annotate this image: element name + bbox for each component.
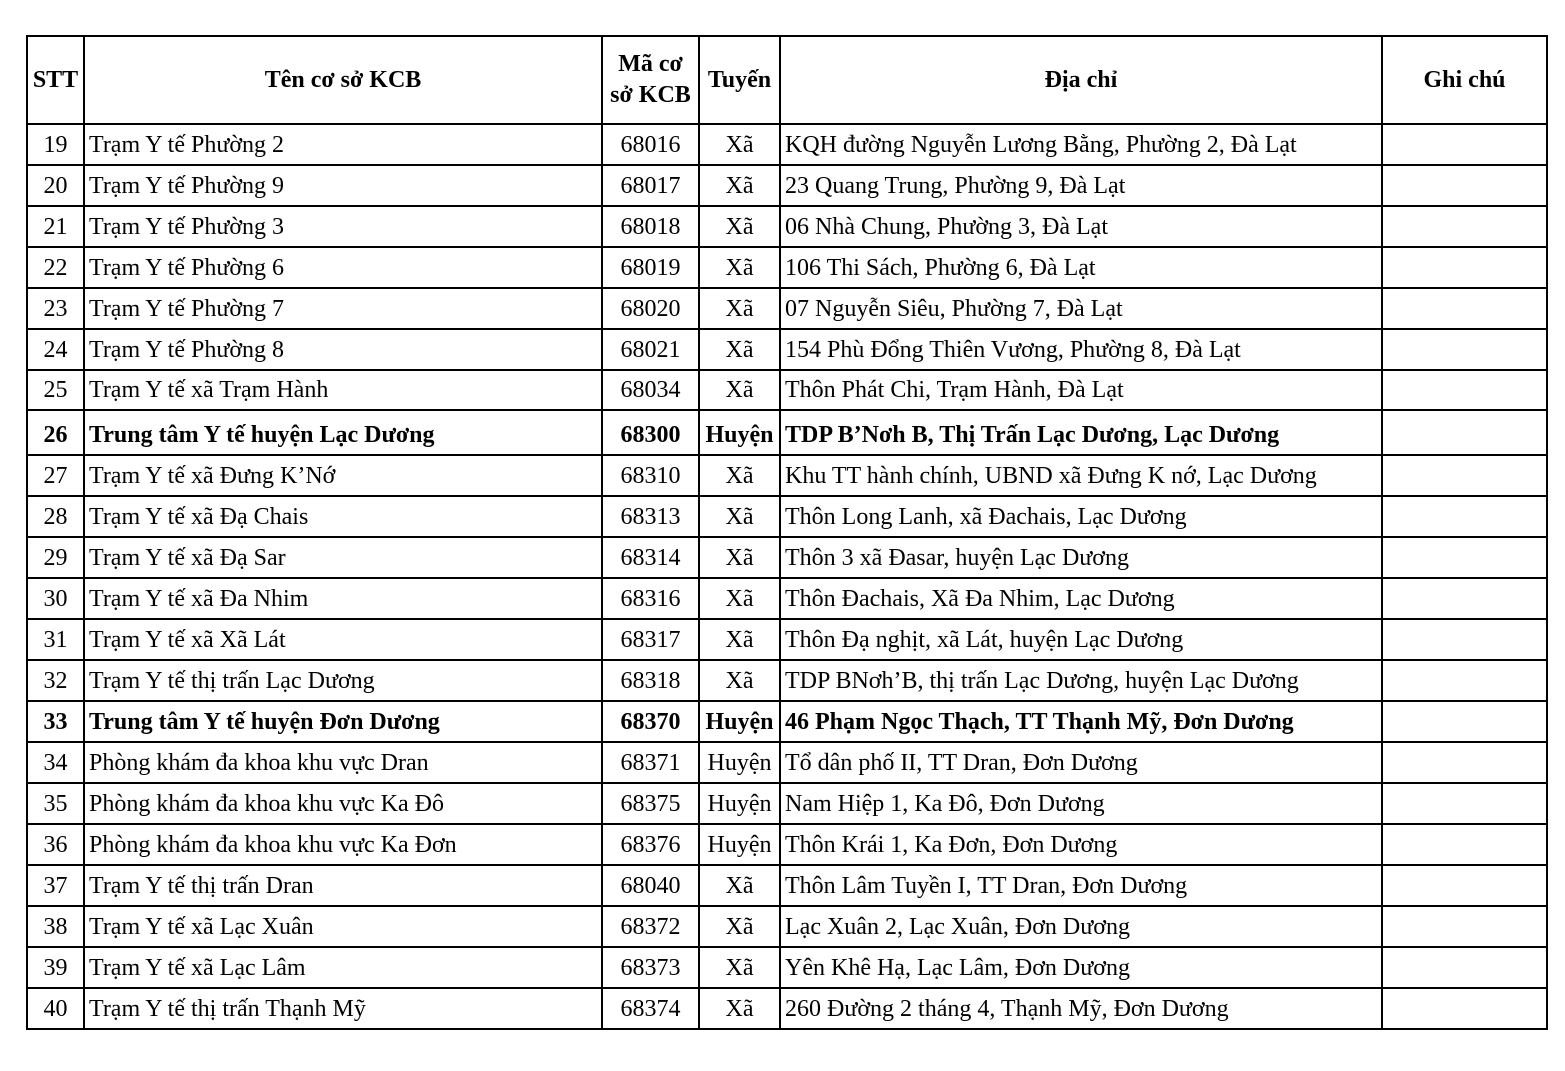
cell-facility-name: Trạm Y tế xã Đa Nhim bbox=[84, 578, 602, 619]
header-notes: Ghi chú bbox=[1382, 36, 1547, 124]
header-row bbox=[27, 36, 1547, 124]
cell-level: Xã bbox=[699, 124, 780, 165]
cell-facility-code: 68316 bbox=[602, 578, 699, 619]
cell-notes bbox=[1382, 578, 1547, 619]
cell-address: Thôn 3 xã Đasar, huyện Lạc Dương bbox=[780, 537, 1382, 578]
cell-level: Xã bbox=[699, 537, 780, 578]
table-row bbox=[27, 537, 1547, 578]
cell-notes bbox=[1382, 783, 1547, 824]
cell-facility-code: 68021 bbox=[602, 329, 699, 370]
cell-address: 46 Phạm Ngọc Thạch, TT Thạnh Mỹ, Đơn Dương bbox=[780, 701, 1382, 742]
header-facility-name: Tên cơ sở KCB bbox=[84, 36, 602, 124]
cell-address: 106 Thi Sách, Phường 6, Đà Lạt bbox=[780, 247, 1382, 288]
table-row bbox=[27, 247, 1547, 288]
cell-facility-name: Trạm Y tế xã Đạ Sar bbox=[84, 537, 602, 578]
cell-notes bbox=[1382, 124, 1547, 165]
cell-notes bbox=[1382, 947, 1547, 988]
cell-facility-code: 68375 bbox=[602, 783, 699, 824]
cell-notes bbox=[1382, 410, 1547, 455]
cell-facility-code: 68371 bbox=[602, 742, 699, 783]
cell-stt: 28 bbox=[27, 496, 84, 537]
header-facility-code bbox=[602, 36, 699, 124]
cell-stt: 25 bbox=[27, 370, 84, 410]
cell-facility-name: Trạm Y tế xã Đưng K’Nớ bbox=[84, 455, 602, 496]
cell-notes bbox=[1382, 329, 1547, 370]
cell-notes bbox=[1382, 537, 1547, 578]
cell-address: Thôn Lâm Tuyền I, TT Dran, Đơn Dương bbox=[780, 865, 1382, 906]
table-row bbox=[27, 865, 1547, 906]
cell-stt: 40 bbox=[27, 988, 84, 1029]
table-row bbox=[27, 496, 1547, 537]
cell-notes bbox=[1382, 865, 1547, 906]
table-row bbox=[27, 660, 1547, 701]
cell-address: Khu TT hành chính, UBND xã Đưng K nớ, Lạc Dương bbox=[780, 455, 1382, 496]
cell-stt: 35 bbox=[27, 783, 84, 824]
cell-facility-name: Trạm Y tế Phường 8 bbox=[84, 329, 602, 370]
table-row bbox=[27, 701, 1547, 742]
cell-facility-code: 68370 bbox=[602, 701, 699, 742]
cell-notes bbox=[1382, 824, 1547, 865]
cell-address: TDP BNơh’B, thị trấn Lạc Dương, huyện Lạc Dương bbox=[780, 660, 1382, 701]
cell-facility-code: 68019 bbox=[602, 247, 699, 288]
cell-notes bbox=[1382, 455, 1547, 496]
cell-address: 23 Quang Trung, Phường 9, Đà Lạt bbox=[780, 165, 1382, 206]
cell-stt: 38 bbox=[27, 906, 84, 947]
cell-stt: 23 bbox=[27, 288, 84, 329]
header-code-line1: Mã cơ bbox=[618, 51, 683, 77]
cell-facility-code: 68020 bbox=[602, 288, 699, 329]
cell-notes bbox=[1382, 247, 1547, 288]
cell-address: Thôn Krái 1, Ka Đơn, Đơn Dương bbox=[780, 824, 1382, 865]
cell-level: Xã bbox=[699, 906, 780, 947]
cell-facility-code: 68314 bbox=[602, 537, 699, 578]
cell-facility-name: Trạm Y tế xã Trạm Hành bbox=[84, 370, 602, 410]
cell-level: Xã bbox=[699, 578, 780, 619]
cell-level: Xã bbox=[699, 206, 780, 247]
cell-facility-code: 68318 bbox=[602, 660, 699, 701]
cell-facility-code: 68374 bbox=[602, 988, 699, 1029]
cell-notes bbox=[1382, 701, 1547, 742]
cell-stt: 32 bbox=[27, 660, 84, 701]
cell-address: Tổ dân phố II, TT Dran, Đơn Dương bbox=[780, 742, 1382, 783]
cell-stt: 26 bbox=[27, 410, 84, 455]
cell-level: Xã bbox=[699, 329, 780, 370]
cell-notes bbox=[1382, 206, 1547, 247]
cell-facility-code: 68313 bbox=[602, 496, 699, 537]
table-row bbox=[27, 742, 1547, 783]
cell-stt: 27 bbox=[27, 455, 84, 496]
table-row bbox=[27, 455, 1547, 496]
cell-address: Yên Khê Hạ, Lạc Lâm, Đơn Dương bbox=[780, 947, 1382, 988]
cell-facility-code: 68016 bbox=[602, 124, 699, 165]
header-stt: STT bbox=[27, 36, 84, 124]
cell-facility-name: Phòng khám đa khoa khu vực Ka Đơn bbox=[84, 824, 602, 865]
cell-notes bbox=[1382, 370, 1547, 410]
cell-facility-name: Trạm Y tế xã Lạc Xuân bbox=[84, 906, 602, 947]
cell-address: Nam Hiệp 1, Ka Đô, Đơn Dương bbox=[780, 783, 1382, 824]
cell-facility-name: Trạm Y tế Phường 2 bbox=[84, 124, 602, 165]
cell-facility-code: 68373 bbox=[602, 947, 699, 988]
cell-address: Thôn Long Lanh, xã Đachais, Lạc Dương bbox=[780, 496, 1382, 537]
table-row bbox=[27, 619, 1547, 660]
cell-level: Xã bbox=[699, 288, 780, 329]
cell-level: Xã bbox=[699, 619, 780, 660]
cell-level: Xã bbox=[699, 660, 780, 701]
cell-notes bbox=[1382, 619, 1547, 660]
cell-level: Huyện bbox=[699, 410, 780, 455]
cell-stt: 30 bbox=[27, 578, 84, 619]
cell-facility-code: 68310 bbox=[602, 455, 699, 496]
table-row bbox=[27, 947, 1547, 988]
cell-facility-code: 68372 bbox=[602, 906, 699, 947]
cell-facility-code: 68017 bbox=[602, 165, 699, 206]
cell-level: Huyện bbox=[699, 701, 780, 742]
cell-address: 06 Nhà Chung, Phường 3, Đà Lạt bbox=[780, 206, 1382, 247]
cell-facility-name: Trạm Y tế xã Lạc Lâm bbox=[84, 947, 602, 988]
table-row bbox=[27, 165, 1547, 206]
cell-address: KQH đường Nguyễn Lương Bằng, Phường 2, Đà Lạt bbox=[780, 124, 1382, 165]
cell-level: Xã bbox=[699, 947, 780, 988]
cell-facility-name: Trạm Y tế Phường 9 bbox=[84, 165, 602, 206]
cell-stt: 24 bbox=[27, 329, 84, 370]
cell-facility-name: Trạm Y tế Phường 6 bbox=[84, 247, 602, 288]
cell-facility-name: Trạm Y tế thị trấn Thạnh Mỹ bbox=[84, 988, 602, 1029]
cell-level: Huyện bbox=[699, 824, 780, 865]
cell-level: Xã bbox=[699, 455, 780, 496]
table-row bbox=[27, 906, 1547, 947]
cell-stt: 34 bbox=[27, 742, 84, 783]
cell-facility-code: 68034 bbox=[602, 370, 699, 410]
cell-level: Xã bbox=[699, 496, 780, 537]
cell-facility-name: Phòng khám đa khoa khu vực Dran bbox=[84, 742, 602, 783]
header-address: Địa chỉ bbox=[780, 36, 1382, 124]
table-row bbox=[27, 783, 1547, 824]
cell-facility-name: Trạm Y tế Phường 7 bbox=[84, 288, 602, 329]
cell-notes bbox=[1382, 742, 1547, 783]
table-row bbox=[27, 578, 1547, 619]
cell-stt: 31 bbox=[27, 619, 84, 660]
cell-stt: 20 bbox=[27, 165, 84, 206]
cell-stt: 21 bbox=[27, 206, 84, 247]
cell-level: Xã bbox=[699, 370, 780, 410]
cell-facility-code: 68317 bbox=[602, 619, 699, 660]
header-code-line2: sở KCB bbox=[610, 82, 691, 108]
cell-address: Thôn Đạ nghịt, xã Lát, huyện Lạc Dương bbox=[780, 619, 1382, 660]
cell-stt: 29 bbox=[27, 537, 84, 578]
cell-facility-code: 68018 bbox=[602, 206, 699, 247]
cell-notes bbox=[1382, 660, 1547, 701]
cell-notes bbox=[1382, 988, 1547, 1029]
cell-stt: 39 bbox=[27, 947, 84, 988]
cell-facility-name: Trạm Y tế thị trấn Lạc Dương bbox=[84, 660, 602, 701]
cell-address: 260 Đường 2 tháng 4, Thạnh Mỹ, Đơn Dương bbox=[780, 988, 1382, 1029]
table-row bbox=[27, 370, 1547, 410]
cell-facility-code: 68040 bbox=[602, 865, 699, 906]
cell-level: Xã bbox=[699, 165, 780, 206]
cell-address: Thôn Đachais, Xã Đa Nhim, Lạc Dương bbox=[780, 578, 1382, 619]
cell-level: Xã bbox=[699, 247, 780, 288]
facility-table bbox=[26, 35, 1548, 1030]
table-row bbox=[27, 988, 1547, 1029]
table-row bbox=[27, 288, 1547, 329]
cell-facility-name: Trạm Y tế xã Đạ Chais bbox=[84, 496, 602, 537]
header-level: Tuyến bbox=[699, 36, 780, 124]
cell-address: 154 Phù Đổng Thiên Vương, Phường 8, Đà Lạt bbox=[780, 329, 1382, 370]
cell-stt: 37 bbox=[27, 865, 84, 906]
cell-facility-name: Phòng khám đa khoa khu vực Ka Đô bbox=[84, 783, 602, 824]
cell-notes bbox=[1382, 165, 1547, 206]
cell-level: Huyện bbox=[699, 783, 780, 824]
cell-address: TDP B’Nơh B, Thị Trấn Lạc Dương, Lạc Dương bbox=[780, 410, 1382, 455]
table-row bbox=[27, 329, 1547, 370]
cell-facility-name: Trạm Y tế thị trấn Dran bbox=[84, 865, 602, 906]
cell-facility-name: Trung tâm Y tế huyện Lạc Dương bbox=[84, 410, 602, 455]
cell-level: Huyện bbox=[699, 742, 780, 783]
cell-facility-name: Trạm Y tế Phường 3 bbox=[84, 206, 602, 247]
cell-stt: 19 bbox=[27, 124, 84, 165]
cell-notes bbox=[1382, 906, 1547, 947]
cell-notes bbox=[1382, 496, 1547, 537]
cell-stt: 33 bbox=[27, 701, 84, 742]
cell-facility-code: 68300 bbox=[602, 410, 699, 455]
table-row bbox=[27, 124, 1547, 165]
table-row bbox=[27, 206, 1547, 247]
cell-stt: 22 bbox=[27, 247, 84, 288]
cell-address: 07 Nguyễn Siêu, Phường 7, Đà Lạt bbox=[780, 288, 1382, 329]
table-row bbox=[27, 824, 1547, 865]
cell-address: Lạc Xuân 2, Lạc Xuân, Đơn Dương bbox=[780, 906, 1382, 947]
cell-notes bbox=[1382, 288, 1547, 329]
cell-facility-code: 68376 bbox=[602, 824, 699, 865]
cell-facility-name: Trạm Y tế xã Xã Lát bbox=[84, 619, 602, 660]
cell-stt: 36 bbox=[27, 824, 84, 865]
cell-address: Thôn Phát Chi, Trạm Hành, Đà Lạt bbox=[780, 370, 1382, 410]
cell-level: Xã bbox=[699, 988, 780, 1029]
table-row bbox=[27, 410, 1547, 455]
cell-level: Xã bbox=[699, 865, 780, 906]
cell-facility-name: Trung tâm Y tế huyện Đơn Dương bbox=[84, 701, 602, 742]
